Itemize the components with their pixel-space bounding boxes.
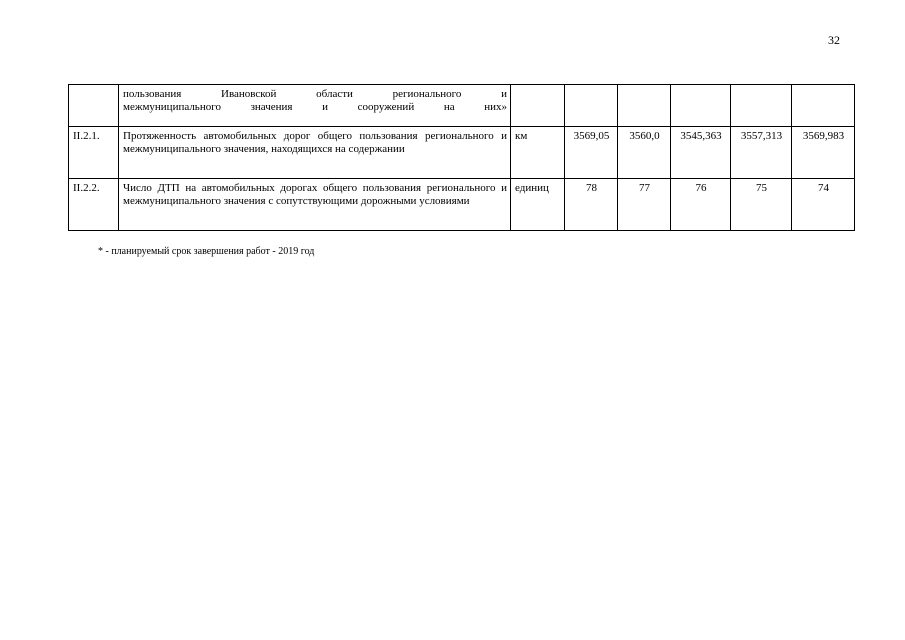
row-value (618, 85, 671, 127)
row-unit (511, 85, 565, 127)
row-value: 3557,313 (731, 127, 792, 179)
row-value: 3545,363 (671, 127, 731, 179)
description-line: пользования Ивановской области регионального и (123, 88, 507, 100)
row-number: II.2.1. (69, 127, 119, 179)
row-value (565, 85, 618, 127)
row-value: 3560,0 (618, 127, 671, 179)
row-value: 75 (731, 179, 792, 231)
row-value: 3569,983 (792, 127, 855, 179)
table-row (69, 85, 855, 127)
row-unit: единиц (511, 179, 565, 231)
row-value (792, 85, 855, 127)
row-description: Протяженность автомобильных дорог общего пользования регионального и межмуниципального значения, находящихся на содержании (119, 127, 511, 179)
row-value (731, 85, 792, 127)
row-number (69, 85, 119, 127)
row-description (119, 85, 511, 127)
row-value: 74 (792, 179, 855, 231)
row-value: 3569,05 (565, 127, 618, 179)
row-unit: км (511, 127, 565, 179)
table-row (69, 127, 855, 179)
row-number: II.2.2. (69, 179, 119, 231)
table-row (69, 179, 855, 231)
description-line: межмуниципального значения и сооружений на них» (123, 101, 507, 113)
row-description: Число ДТП на автомобильных дорогах общего пользования регионального и межмуниципального значения с сопутствующими дорожными условиями (119, 179, 511, 231)
footnote: * - планируемый срок завершения работ - 2019 год (98, 246, 315, 257)
row-value: 77 (618, 179, 671, 231)
row-value: 76 (671, 179, 731, 231)
indicators-table (68, 84, 855, 231)
page-number: 32 (828, 33, 840, 47)
row-value: 78 (565, 179, 618, 231)
row-value (671, 85, 731, 127)
